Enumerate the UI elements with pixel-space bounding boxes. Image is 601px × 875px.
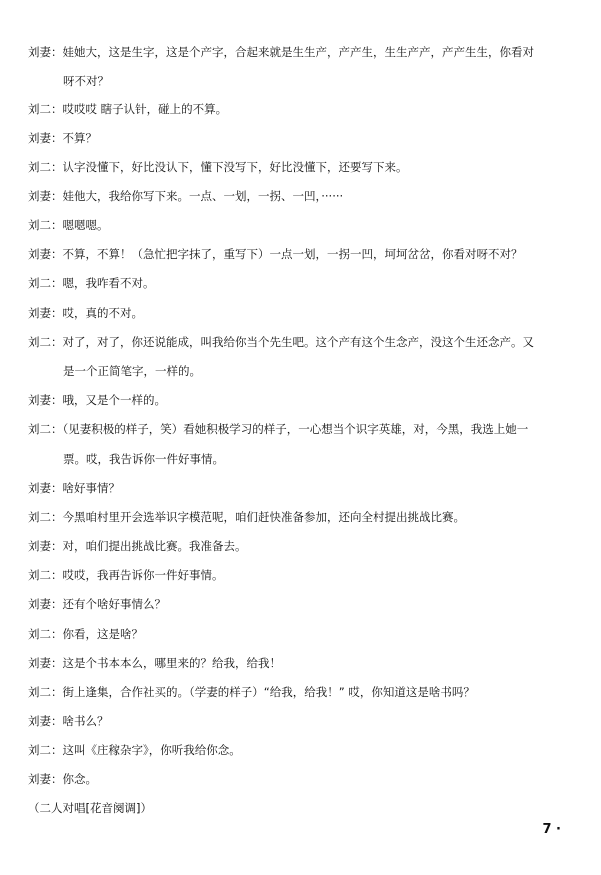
page-number: 7 · (542, 822, 561, 837)
dialogue-line: 刘妻：对，咱们提出挑战比赛。我准备去。 (28, 539, 247, 553)
dialogue-line: 刘妻：这是个书本本么，哪里来的？给我，给我！ (28, 656, 281, 670)
dialogue-line: 刘二：哎哎，我再告诉你一件好事情。 (28, 568, 224, 582)
dialogue-line: 刘妻：娃他大，我给你写下来。一点、一划，一拐、一凹，······ (28, 189, 344, 203)
dialogue-line-continuation: 票。哎，我告诉你一件好事情。 (63, 452, 224, 466)
dialogue-line: 刘妻：不算？ (28, 131, 97, 145)
dialogue-line: 刘二：嗯，我咋看不对。 (28, 276, 155, 290)
dialogue-line: 刘妻：还有个啥好事情么？ (28, 597, 166, 611)
dialogue-line: 刘二：街上逢集，合作社买的。（学妻的样子）“给我，给我！” 哎，你知道这是啥书吗？ (28, 685, 475, 699)
dialogue-line: 刘妻：你念。 (28, 772, 97, 786)
dialogue-line: 刘妻：哦，又是个一样的。 (28, 393, 166, 407)
dialogue-line: 刘二：对了，对了，你还说能成，叫我给你当个先生吧。这个产有这个生念产，没这个生还念产。又 (28, 335, 534, 349)
dialogue-line: 刘妻：娃她大，这是生字，这是个产字，合起来就是生生产，产产生，生生产产，产产生生，你看对 (28, 45, 534, 59)
dialogue-line-continuation: 呀不对？ (63, 74, 109, 88)
dialogue-line: 刘妻：不算，不算！（急忙把字抹了，重写下）一点一划，一拐一凹，坷坷岔岔，你看对呀不对？ (28, 247, 523, 261)
dialogue-line-continuation: 是一个正简笔字，一样的。 (63, 364, 201, 378)
dialogue-line: 刘妻：啥好事情？ (28, 481, 120, 495)
stage-direction: （二人对唱[花音阕调]） (28, 801, 152, 815)
dialogue-line: 刘妻：啥书么？ (28, 714, 109, 728)
dialogue-line: 刘二：哎哎哎 瞎子认针，碰上的不算。 (28, 102, 228, 116)
dialogue-line: 刘二：（见妻积极的样子，笑）看她积极学习的样子，一心想当个识字英雄，对，今黑，我选上她一 (28, 422, 529, 436)
dialogue-line: 刘妻：哎，真的不对。 (28, 306, 143, 320)
dialogue-line: 刘二：这叫《庄稼杂字》，你听我给你念。 (28, 743, 241, 757)
dialogue-line: 刘二：嗯嗯嗯。 (28, 218, 109, 232)
dialogue-line: 刘二：认字没懂下，好比没认下，懂下没写下，好比没懂下，还要写下来。 (28, 160, 408, 174)
dialogue-line: 刘二：你看，这是啥？ (28, 627, 143, 641)
dialogue-line: 刘二：今黑咱村里开会选举识字模范呢，咱们赶快准备参加，还向全村提出挑战比赛。 (28, 510, 465, 524)
